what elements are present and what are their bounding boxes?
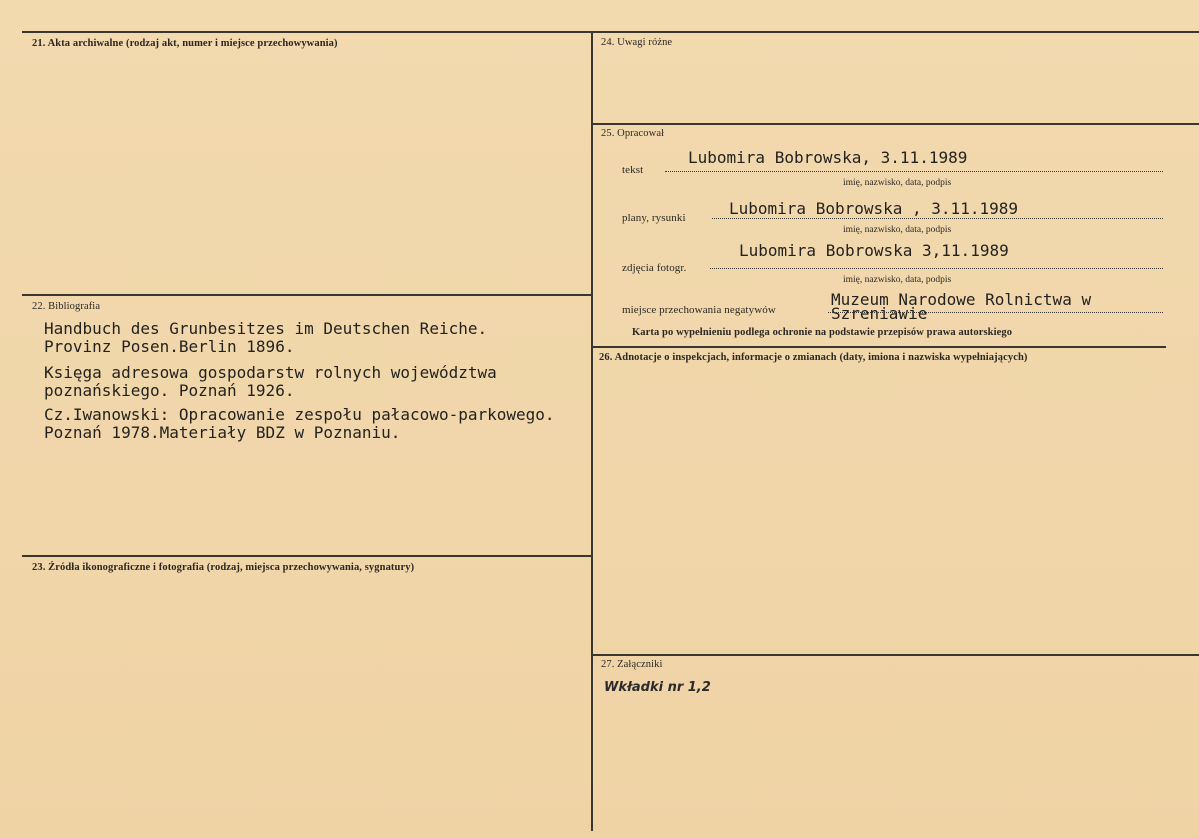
divider-26-27 [592,654,1199,656]
bibliography-entry-2 [44,364,497,400]
section-22-label: 22. Bibliografia [32,301,101,312]
section-26-label: 26. Adnotacje o inspekcjach, informacje o zmianach (daty, imiona i nazwiska wypełniających) [599,352,1028,363]
author-photos-label: zdjęcia fotogr. [622,262,687,274]
bibliography-entry-3-line1: Cz.Iwanowski: Opracowanie zespołu pałacowo-parkowego. [44,405,555,424]
negatives-storage-value-line2: Szreniawie [831,304,928,323]
author-photos-line [710,268,1163,269]
bibliography-entry-2-line1: Księga adresowa gospodarstw rolnych województwa [44,363,497,382]
author-text-value: Lubomira Bobrowska, 3.11.1989 [688,148,968,167]
attachments-handwritten-note: Wkładki nr 1,2 [604,680,711,695]
divider-21-22 [22,294,592,296]
author-text-caption: imię, nazwisko, data, podpis [843,178,952,188]
author-plans-line [712,218,1163,219]
section-21-label: 21. Akta archiwalne (rodzaj akt, numer i miejsce przechowywania) [32,38,338,49]
section-23-label: 23. Źródła ikonograficzne i fotografia (rodzaj, miejsca przechowywania, sygnatury) [32,562,415,573]
bibliography-entry-2-line2: poznańskiego. Poznań 1926. [44,381,295,400]
negatives-storage-line [828,312,1163,313]
bibliography-entry-1-line1: Handbuch des Grunbesitzes im Deutschen Reiche. [44,319,488,338]
top-border [22,31,1199,33]
bibliography-entry-1-line2: Provinz Posen.Berlin 1896. [44,337,295,356]
copyright-note: Karta po wypełnieniu podlega ochronie na podstawie przepisów prawa autorskiego [632,327,1013,338]
author-plans-value: Lubomira Bobrowska , 3.11.1989 [729,199,1018,218]
negatives-storage-label: miejsce przechowania negatywów [622,304,776,316]
author-photos-caption: imię, nazwisko, data, podpis [843,275,952,285]
author-text-label: tekst [622,164,644,176]
divider-25-26 [592,346,1166,348]
bibliography-entry-3 [44,406,555,442]
bibliography-entry-3-line2: Poznań 1978.Materiały BDZ w Poznaniu. [44,423,401,442]
author-plans-caption: imię, nazwisko, data, podpis [843,225,952,235]
negatives-storage-value-line1: Muzeum Narodowe Rolnictwa w [831,290,1092,309]
author-text-line [665,171,1163,172]
section-24-label: 24. Uwagi różne [601,37,673,48]
section-27-label: 27. Załączniki [601,659,663,670]
divider-22-23 [22,555,592,557]
author-plans-label: plany, rysunki [622,212,686,224]
center-divider [591,31,593,831]
author-photos-value: Lubomira Bobrowska 3,11.1989 [739,241,1009,260]
section-25-label: 25. Opracował [601,128,665,139]
bibliography-entry-1 [44,320,487,356]
divider-24-25 [592,123,1199,125]
